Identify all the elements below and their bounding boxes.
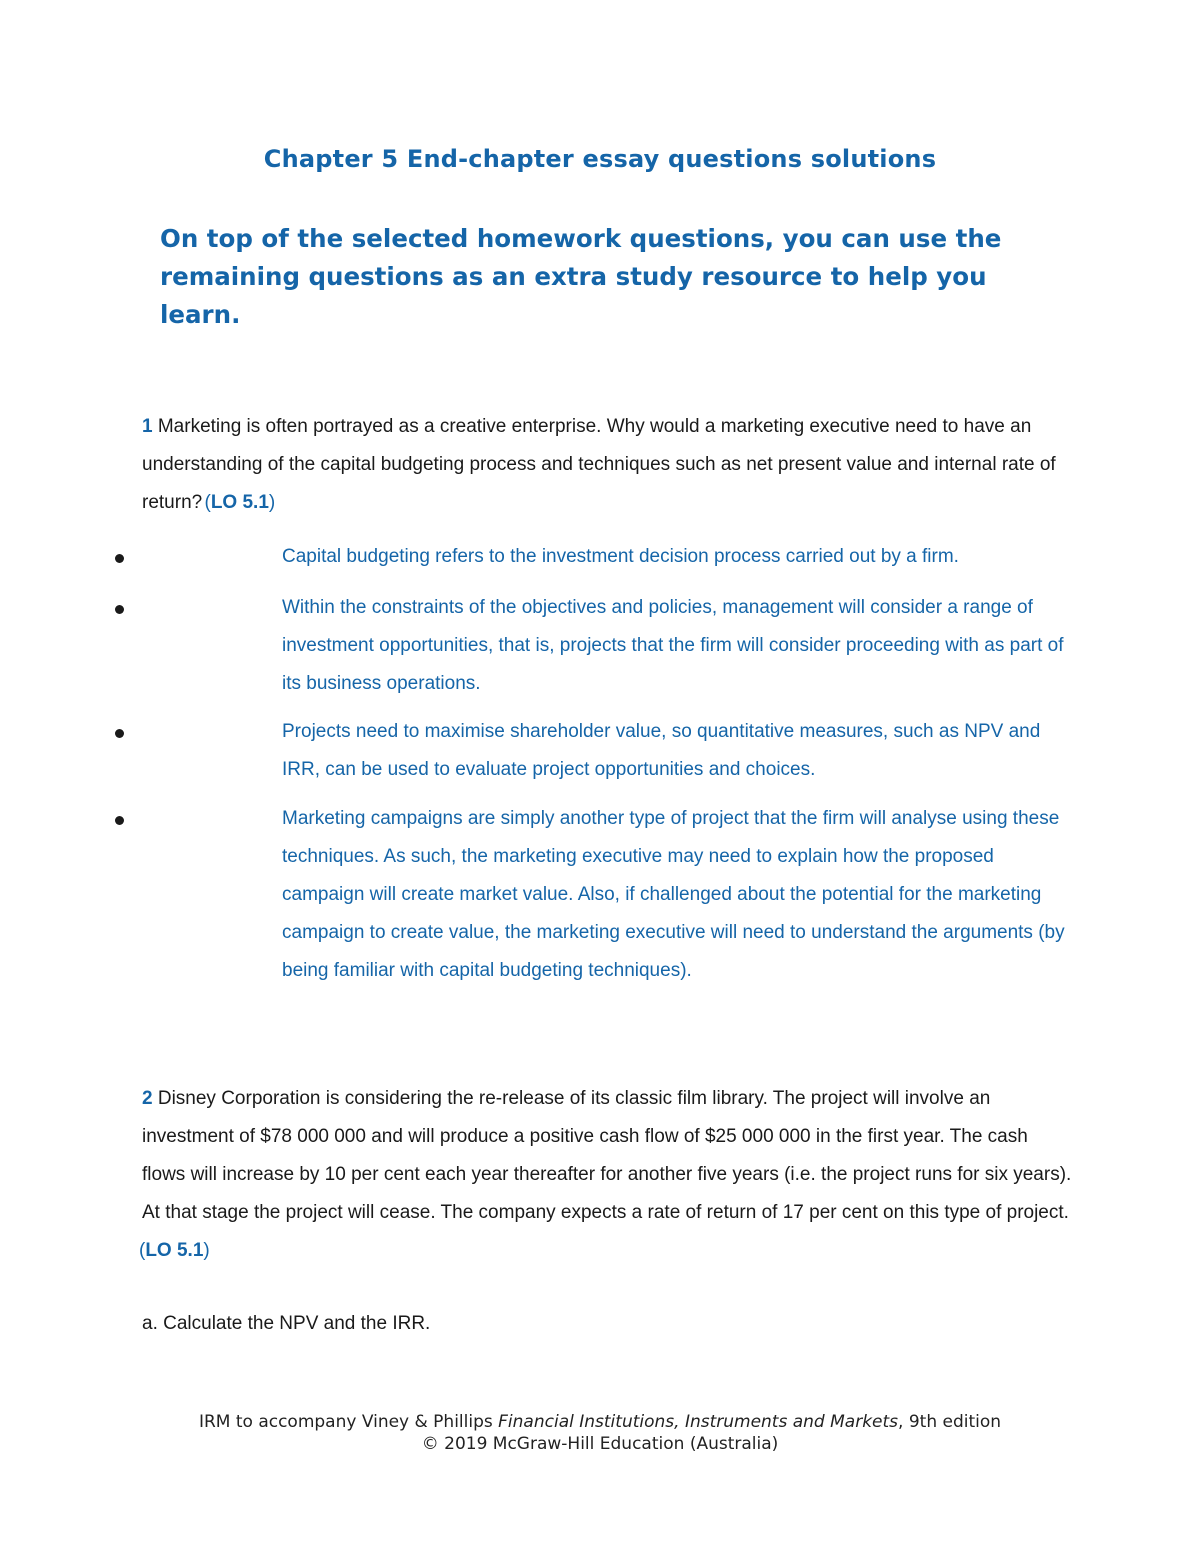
- lo-close: ): [268, 492, 276, 513]
- bullet-icon: [115, 605, 124, 614]
- question-2-part-a: a. Calculate the NPV and the IRR.: [142, 1313, 431, 1334]
- question-text: Marketing is often portrayed as a creative enterprise. Why would a marketing executive need to have an understanding of the capital budgeting process and techniques such as net present value and internal rate of return?: [142, 416, 1056, 513]
- page-footer: [0, 1411, 1200, 1455]
- bullet-text: Capital budgeting refers to the investment decision process carried out by a firm.: [282, 546, 959, 567]
- footer-line-2: © 2019 McGraw-Hill Education (Australia): [421, 1434, 779, 1454]
- bullet-icon: [115, 554, 124, 563]
- question-text: Disney Corporation is considering the re-release of its classic film library. The project will involve an investment of $78 000 000 and will produce a positive cash flow of $25 000 000 in the first year. The cash flows will increase by 10 per cent each year thereafter for another five years (i.e. the project runs for six years). At that stage the project will cease. The company expects a rate of return of 17 per cent on this type of project.: [142, 1088, 1072, 1223]
- document-title: Chapter 5 End-chapter essay questions solutions: [263, 145, 937, 173]
- answer-bullet: [142, 589, 1072, 703]
- lo-close: ): [203, 1240, 210, 1261]
- bullet-text: Marketing campaigns are simply another type of project that the firm will analyse using these techniques. As such, the marketing executive may need to explain how the proposed campaign will create market value. Also, if challenged about the potential for the marketing campaign to create value, the marketing executive will need to understand the arguments (by being familiar with capital budgeting techniques).: [282, 808, 1065, 981]
- bullet-icon: [115, 729, 124, 738]
- footer-book-title: Financial Institutions, Instruments and Markets: [498, 1412, 899, 1432]
- document-subtitle: On top of the selected homework questions, you can use the remaining questions as an extra study resource to help you learn.: [160, 224, 1002, 329]
- question-number: 1: [142, 416, 153, 437]
- footer-line-1: [0, 1411, 1200, 1433]
- bullet-icon: [115, 816, 124, 825]
- question-2: [139, 1080, 1072, 1270]
- answer-bullet: [142, 800, 1072, 990]
- footer-suffix: , 9th edition: [898, 1412, 1002, 1432]
- question-1: [142, 408, 1072, 522]
- footer-prefix: IRM to accompany Viney & Phillips: [198, 1412, 499, 1432]
- bullet-text: Within the constraints of the objectives and policies, management will consider a range of investment opportunities, that is, projects that the firm will consider proceeding with as part of its business operations.: [282, 597, 1064, 694]
- learning-outcome: LO 5.1: [145, 1240, 204, 1261]
- lo-open: (: [139, 1240, 146, 1261]
- question-number: 2: [142, 1088, 153, 1109]
- answer-bullet: [142, 713, 1072, 789]
- lo-open: (: [204, 492, 211, 513]
- answer-bullet: [142, 538, 1072, 576]
- bullet-text: Projects need to maximise shareholder value, so quantitative measures, such as NPV and IRR, can be used to evaluate project opportunities and choices.: [282, 721, 1041, 780]
- learning-outcome: LO 5.1: [210, 492, 269, 513]
